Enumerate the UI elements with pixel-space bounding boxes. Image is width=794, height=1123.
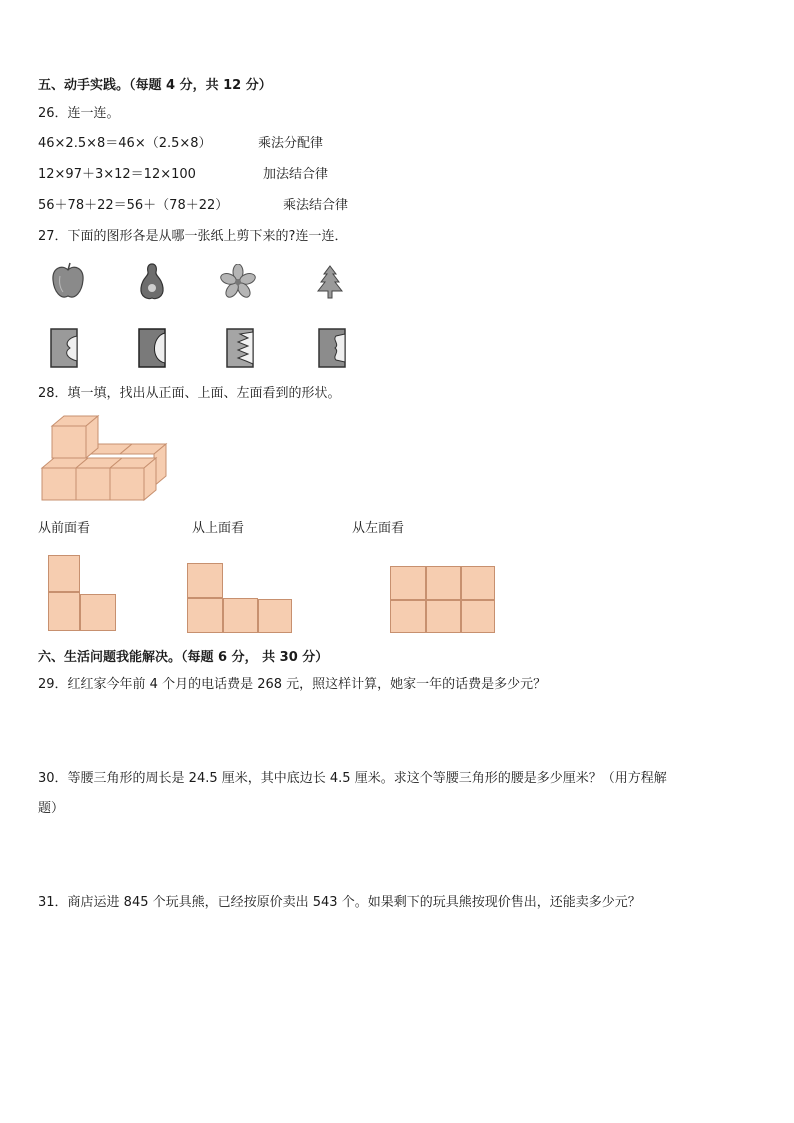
gourd-icon[interactable] — [136, 262, 168, 302]
apple-icon[interactable] — [50, 262, 86, 302]
flower-icon[interactable] — [220, 264, 256, 300]
paper-cut-zigzag-icon[interactable] — [226, 328, 254, 368]
section5-heading: 五、动手实践。（每题 4 分，共 12 分） — [38, 78, 272, 93]
q29-text: 29．红红家今年前 4 个月的电话费是 268 元，照这样计算，她家一年的话费是多少元？ — [38, 677, 547, 692]
q26-prompt: 26．连一连。 — [38, 106, 120, 121]
view-label-front: 从前面看 — [38, 521, 91, 536]
q27-prompt: 27．下面的图形各是从哪一张纸上剪下来的?连一连． — [38, 229, 348, 244]
paper-cut-moon-icon[interactable] — [138, 328, 166, 368]
paper-cut-leaf-icon[interactable] — [50, 328, 78, 368]
q26-right-1[interactable]: 乘法分配律 — [258, 136, 324, 151]
q28-prompt: 28．填一填，找出从正面、上面、左面看到的形状。 — [38, 386, 341, 401]
tree-icon[interactable] — [314, 264, 346, 300]
q31-text: 31．商店运进 845 个玩具熊，已经按原价卖出 543 个。如果剩下的玩具熊按现价售出，还能卖多少元？ — [38, 895, 641, 910]
view-label-top: 从上面看 — [192, 521, 245, 536]
cube-stack-illustration — [40, 414, 172, 506]
q26-right-3[interactable]: 乘法结合律 — [283, 198, 349, 213]
q26-left-3[interactable]: 56＋78＋22＝56＋（78＋22） — [38, 198, 229, 213]
q26-left-1[interactable]: 46×2.5×8＝46×（2.5×8） — [38, 136, 212, 151]
view-label-left: 从左面看 — [352, 521, 405, 536]
q30-text-line2: 题） — [38, 801, 65, 816]
q26-left-2[interactable]: 12×97＋3×12＝12×100 — [38, 167, 196, 182]
q26-right-2[interactable]: 加法结合律 — [263, 167, 329, 182]
q30-text-line1: 30．等腰三角形的周长是 24.5 厘米，其中底边长 4.5 厘米。求这个等腰三角形的腰是多少厘米？（用方程解 — [38, 771, 667, 786]
paper-cut-curve-icon[interactable] — [318, 328, 346, 368]
section6-heading: 六、生活问题我能解决。（每题 6 分， 共 30 分） — [38, 650, 329, 665]
